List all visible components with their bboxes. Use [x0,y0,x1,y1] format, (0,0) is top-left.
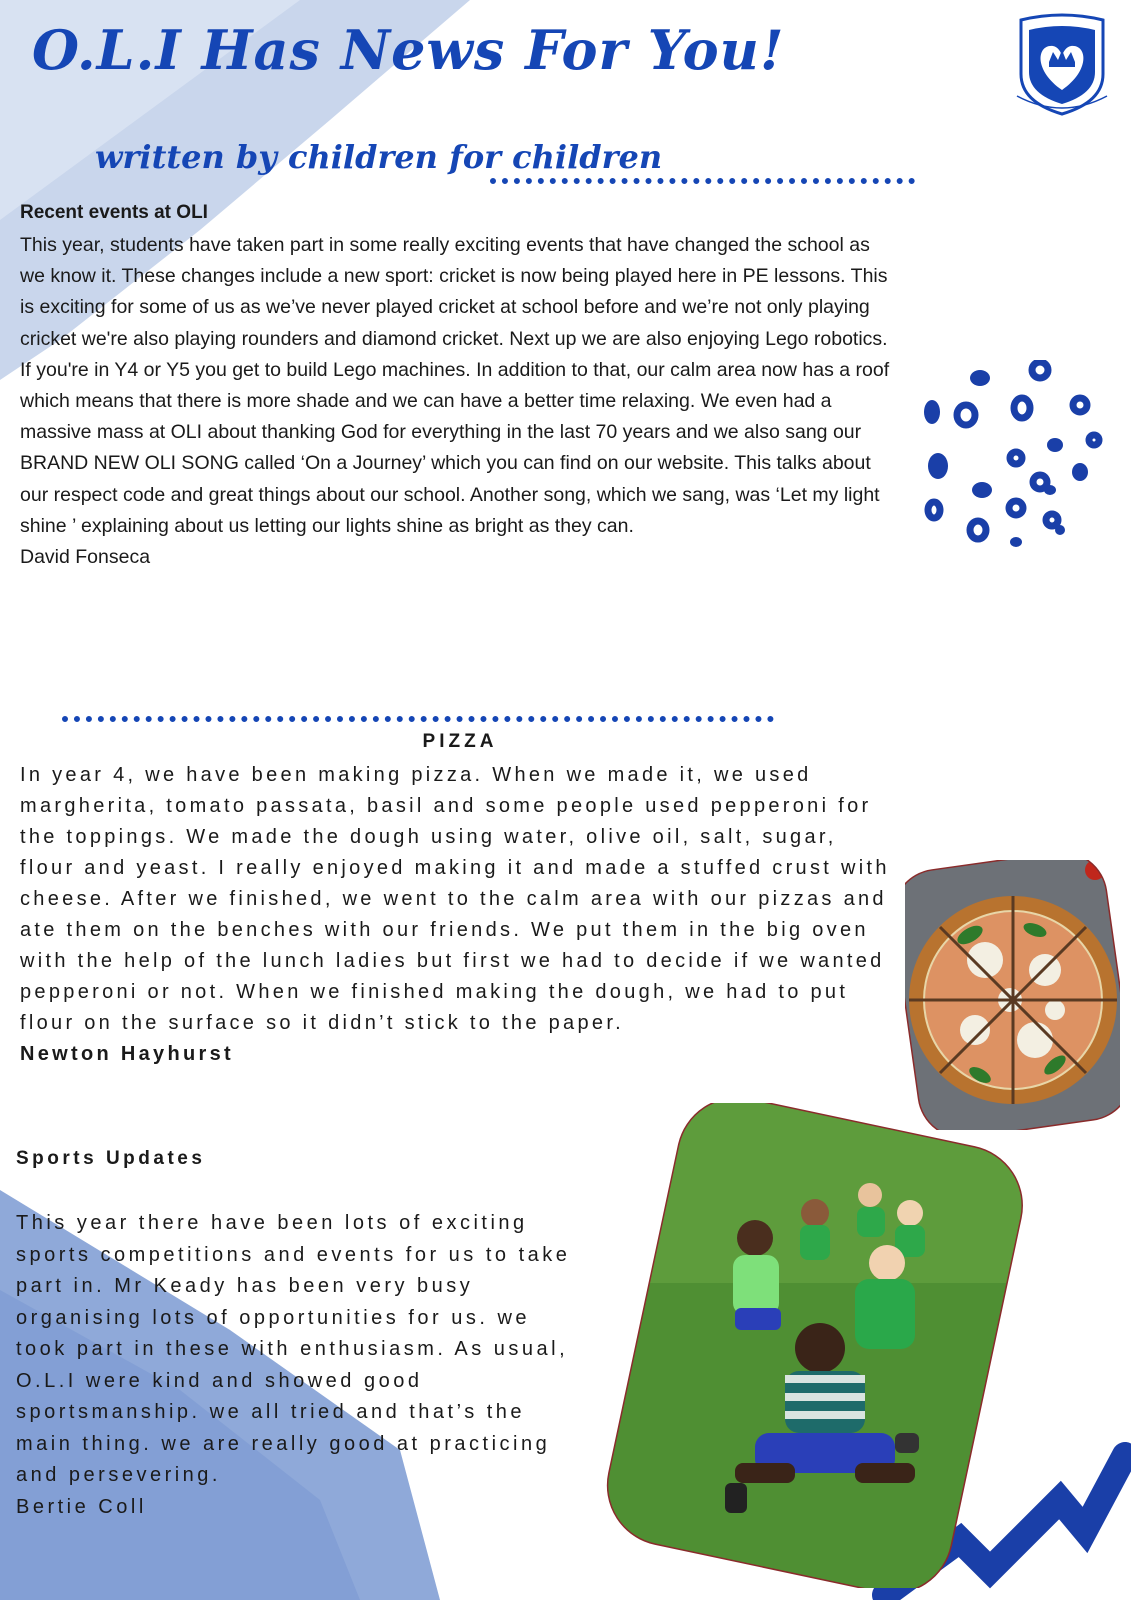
pizza-photo [905,860,1120,1130]
pizza-author: Newton Hayhurst [20,1043,234,1065]
school-crest-logo [1013,12,1111,118]
recent-events-heading: Recent events at OLI [20,202,208,223]
recent-events-body: This year, students have taken part in some really exciting events that have changed the school as we know it. These changes include a new sport: cricket is now being played here in PE lessons. This is exciting for some of us as we’ve never played cricket at school before and we’re not only playing cricket we're also playing rounders and diamond cricket. Next up we are also enjoying Lego robotics. If you're in Y4 or Y5 you get to build Lego machines. In addition to that, our calm area now has a roof which means that there is more shade and we can have a better time relaxing. We even had a massive mass at OLI about thanking God for everything in the last 70 years and we also sang our BRAND NEW OLI SONG called ‘On a Journey’ which you can find on our website. This talks about our respect code and great things about our school. Another song, which we sang, was ‘Let my light shine ’ explaining about us letting our lights shine as bright as they can. [20,234,890,537]
newsletter-subtitle: written by children for children [95,138,663,176]
pizza-article [20,760,900,1070]
sports-author: Bertie Coll [16,1495,147,1518]
sports-heading: Sports Updates [16,1148,206,1169]
decorative-dots-pattern [920,360,1110,560]
recent-events-section [20,200,890,573]
newsletter-title: O.L.I Has News For You! [32,18,785,82]
pizza-body: In year 4, we have been making pizza. When we made it, we used margherita, tomato passata, basil and some people used pepperoni for the toppings. We made the dough using water, olive oil, salt, sugar, flour and yeast. I really enjoyed making it and made a stuffed crust with cheese. After we finished, we went to the calm area with our pizzas and ate them on the benches with our friends. We put them in the big oven with the help of the lunch ladies but first we had to decide if we wanted pepperoni or not. When we finished making the dough, we had to put flour on the surface so it didn’t stick to the paper. [20,764,890,1034]
sports-body: This year there have been lots of exciting sports competitions and events for us to take part in. Mr Keady has been very busy organising lots of opportunities for us. we took part in these with enthusiasm. As usual, O.L.I were kind and showed good sportsmanship. we all tried and that’s the main thing. we are really good at practicing and persevering. [16,1212,571,1486]
pizza-dotted-divider [62,716,774,722]
header-dotted-divider [490,178,915,184]
recent-events-author: David Fonseca [20,546,151,569]
sports-article [16,1208,576,1523]
children-on-grass-photo [605,1103,1025,1588]
pizza-heading: PIZZA [422,731,498,752]
